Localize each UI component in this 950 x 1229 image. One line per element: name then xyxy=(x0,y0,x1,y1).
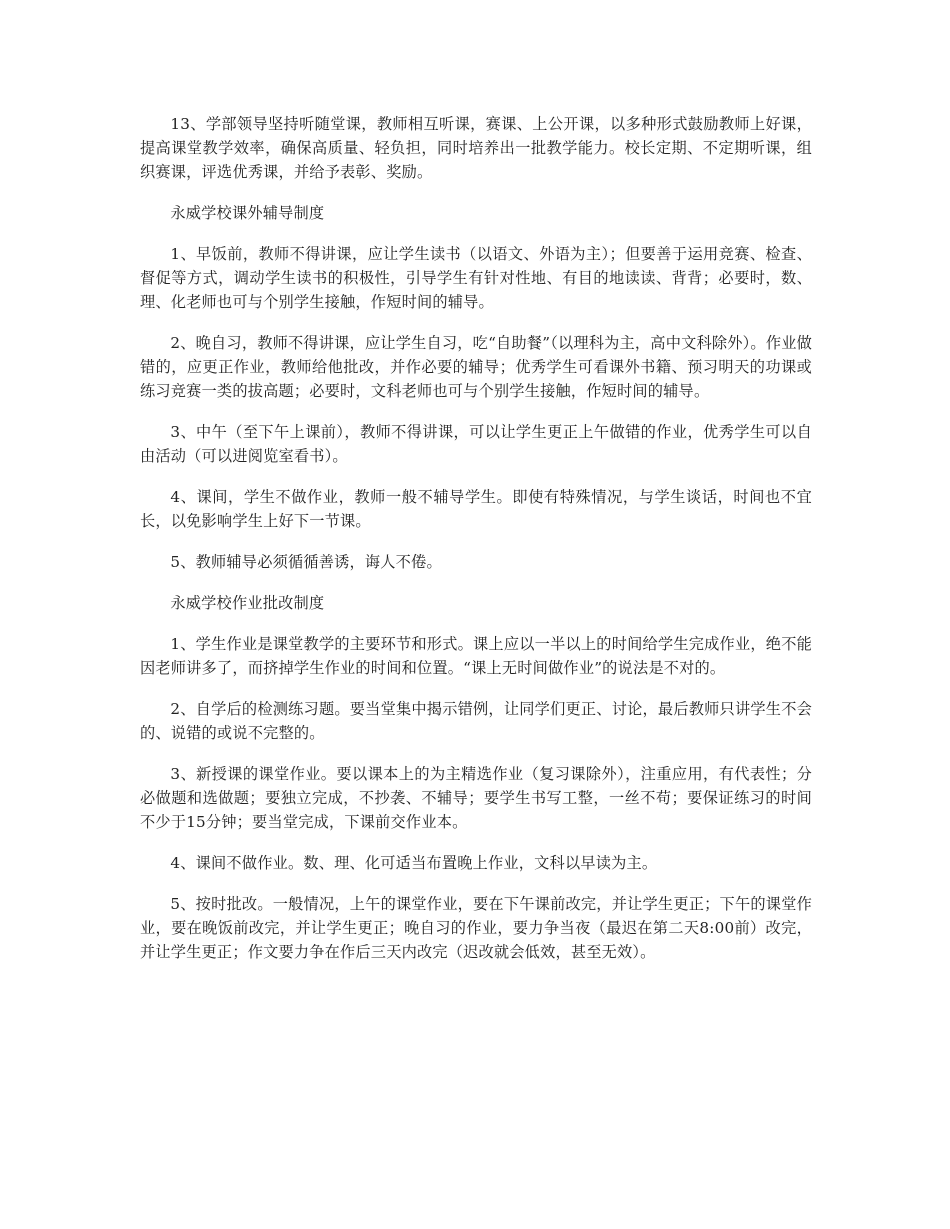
tutoring-item-1: 1、早饭前，教师不得讲课，应让学生读书（以语文、外语为主）；但要善于运用竞赛、检查、督促等方式，调动学生读书的积极性，引导学生有针对性地、有目的地读读、背背；必要时，数、理、化老师也可与个别学生接触，作短时间的辅导。 xyxy=(140,245,812,311)
section-title-homework: 永威学校作业批改制度 xyxy=(170,594,325,612)
tutoring-item-3: 3、中午（至下午上课前），教师不得讲课，可以让学生更正上午做错的作业，优秀学生可以自由活动（可以进阅览室看书）。 xyxy=(140,423,812,465)
homework-item-5: 5、按时批改。一般情况，上午的课堂作业，要在下午课前改完，并让学生更正；下午的课堂作业，要在晚饭前改完，并让学生更正；晚自习的作业，要力争当夜（最迟在第二天8:00前）改完，并让学生更正；作文要力争在作后三天内改完（迟改就会低效，甚至无效）。 xyxy=(140,895,812,961)
document-page xyxy=(140,112,812,981)
section-title-tutoring: 永威学校课外辅导制度 xyxy=(170,204,325,222)
homework-item-2: 2、自学后的检测练习题。要当堂集中揭示错例，让同学们更正、讨论，最后教师只讲学生不会的、说错的或说不完整的。 xyxy=(140,700,812,742)
homework-item-1: 1、学生作业是课堂教学的主要环节和形式。课上应以一半以上的时间给学生完成作业，绝不能因老师讲多了，而挤掉学生作业的时间和位置。“课上无时间做作业”的说法是不对的。 xyxy=(140,635,812,677)
tutoring-item-2: 2、晚自习，教师不得讲课，应让学生自习，吃“自助餐”（以理科为主，高中文科除外）。作业做错的，应更正作业，教师给他批改，并作必要的辅导；优秀学生可看课外书籍、预习明天的功课或练习竞赛一类的拔高题；必要时，文科老师也可与个别学生接触，作短时间的辅导。 xyxy=(140,334,812,400)
homework-item-4: 4、课间不做作业。数、理、化可适当布置晚上作业，文科以早读为主。 xyxy=(170,854,658,872)
paragraph-13: 13、学部领导坚持听随堂课，教师相互听课，赛课、上公开课，以多种形式鼓励教师上好课，提高课堂教学效率，确保高质量、轻负担，同时培养出一批教学能力。校长定期、不定期听课，组织赛课，评选优秀课，并给予表彰、奖励。 xyxy=(140,115,812,181)
homework-item-3: 3、新授课的课堂作业。要以课本上的为主精选作业（复习课除外），注重应用，有代表性；分必做题和选做题；要独立完成，不抄袭、不辅导；要学生书写工整，一丝不苟；要保证练习的时间不少于15分钟；要当堂完成，下课前交作业本。 xyxy=(140,765,812,831)
tutoring-item-4: 4、课间，学生不做作业，教师一般不辅导学生。即使有特殊情况，与学生谈话，时间也不宜长，以免影响学生上好下一节课。 xyxy=(140,488,812,530)
tutoring-item-5: 5、教师辅导必须循循善诱，诲人不倦。 xyxy=(170,553,442,571)
